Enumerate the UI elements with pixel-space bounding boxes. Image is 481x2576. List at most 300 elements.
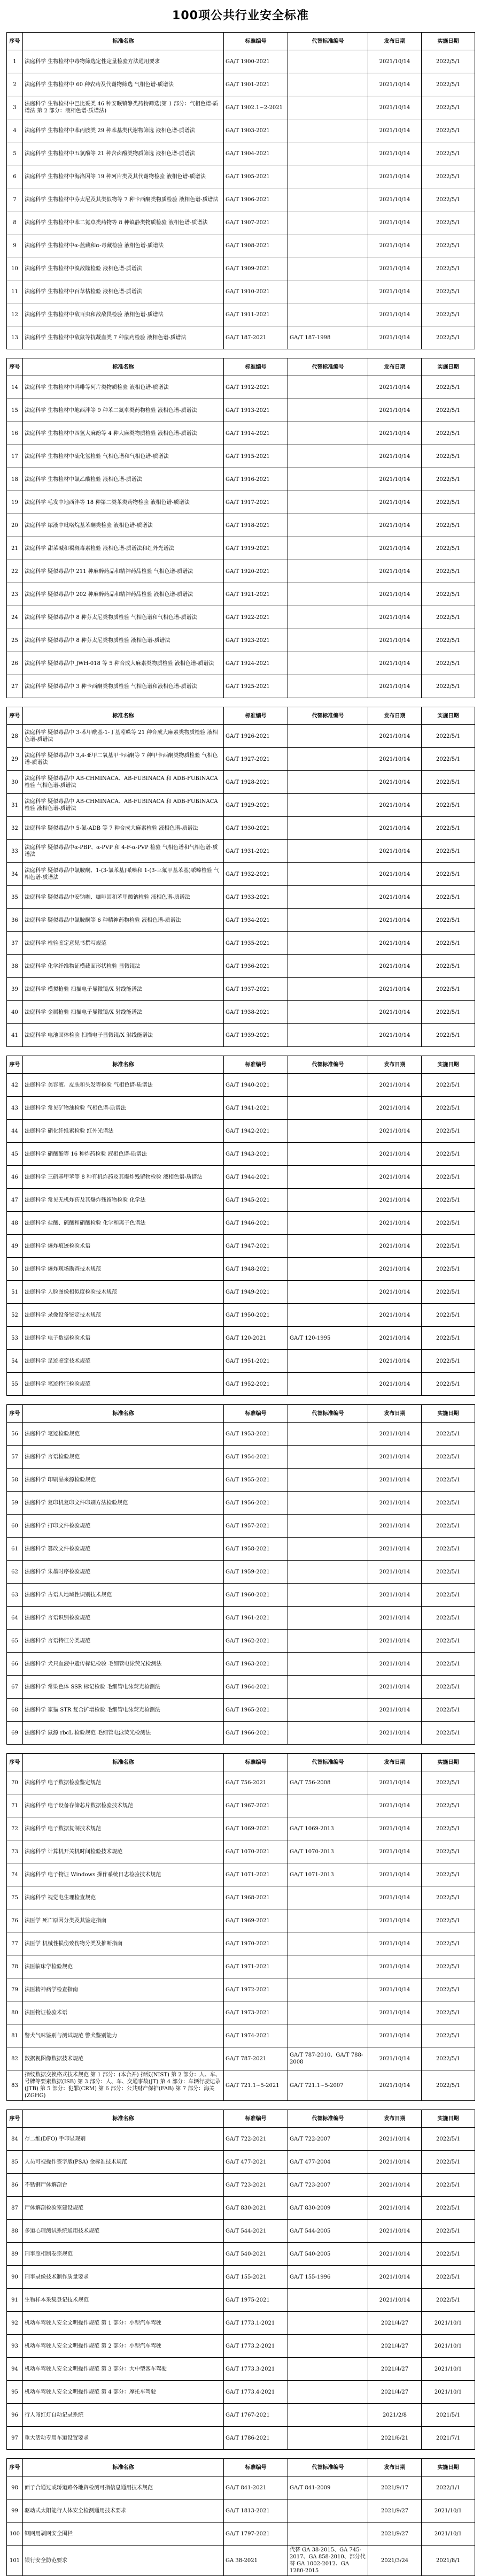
replaced-standard-code: GA/T 1071-2013 [288,1863,368,1886]
publish-date: 2021/10/14 [368,1001,422,1024]
implement-date: 2021/10/1 [422,2381,475,2404]
standard-name: 法庭科学 言语特征分类规范 [23,1630,224,1653]
publish-date: 2021/10/14 [368,1166,422,1189]
row-number: 27 [7,675,23,698]
implement-date: 2022/5/1 [422,1676,475,1699]
table-row [7,1584,475,1607]
row-number: 13 [7,326,23,349]
standard-name: 法庭科学 生物检材中 60 种农药及代谢物筛选 气相色谱-质谱法 [23,73,224,96]
standard-code: GA/T 1916-2021 [224,468,288,491]
row-number: 87 [7,2197,23,2220]
replaced-standard-code [288,1699,368,1722]
publish-date: 2021/10/14 [368,675,422,698]
table-row [7,675,475,698]
replaced-standard-code [288,234,368,257]
column-header-published: 发布日期 [368,1056,422,1074]
implement-date: 2022/5/1 [422,1978,475,2001]
standard-name: 法医精神病学检查指南 [23,1978,224,2001]
standard-name: 尸体解剖检验室建设规范 [23,2197,224,2220]
publish-date: 2021/10/14 [368,2024,422,2047]
row-number: 63 [7,1584,23,1607]
implement-date: 2022/5/1 [422,50,475,73]
implement-date: 2022/5/1 [422,675,475,698]
replaced-standard-code [288,165,368,188]
replaced-standard-code [288,2358,368,2381]
replaced-standard-code: GA/T 540-2005 [288,2243,368,2266]
publish-date: 2021/4/27 [368,2381,422,2404]
standard-name: 面子合通过或轿道路各地资检测可指信息通用技术规范 [23,2476,224,2499]
table-row [7,1446,475,1469]
column-header-no: 序号 [7,1056,23,1074]
implement-date: 2022/5/1 [422,2220,475,2243]
row-number: 21 [7,537,23,560]
row-number: 68 [7,1699,23,1722]
publish-date: 2021/10/14 [368,560,422,583]
row-number: 65 [7,1630,23,1653]
standard-name: 法庭科学 爆炸现场勘查技术规范 [23,1258,224,1281]
standard-code: GA/T 1928-2021 [224,771,288,794]
row-number: 54 [7,1350,23,1373]
replaced-standard-code [288,2499,368,2523]
standard-name: 银行安全防范要求 [23,2546,224,2576]
implement-date: 2022/5/1 [422,96,475,119]
standard-name: 法医学 机械性损伤致伤物分类及推断指南 [23,1932,224,1955]
standard-code: GA/T 1910-2021 [224,280,288,303]
replaced-standard-code [288,211,368,234]
implement-date: 2022/5/1 [422,1024,475,1047]
implement-date: 2022/5/1 [422,932,475,955]
implement-date: 2022/5/1 [422,1446,475,1469]
standard-name: 法庭科学 疑似毒品中α-PBP、α-PVP 和 4-F-α-PVP 检验 气相色谱和气相色谱-质谱法 [23,840,224,863]
publish-date: 2021/10/14 [368,978,422,1001]
column-header-no: 序号 [7,1405,23,1423]
row-number: 34 [7,863,23,886]
table-row [7,794,475,817]
table-row [7,1955,475,1978]
table-row [7,1771,475,1794]
table-row [7,165,475,188]
row-number: 16 [7,422,23,445]
column-header-published: 发布日期 [368,1754,422,1771]
implement-date: 2022/5/1 [422,1235,475,1258]
implement-date: 2022/5/1 [422,1817,475,1840]
replaced-standard-code [288,652,368,675]
publish-date: 2021/4/27 [368,2358,422,2381]
implement-date: 2022/5/1 [422,955,475,978]
standard-name: 法庭科学 计算机开关机时间检验技术规范 [23,1840,224,1863]
column-header-published: 发布日期 [368,2459,422,2476]
publish-date: 2021/10/14 [368,1771,422,1794]
table-header-row [7,1405,475,1423]
implement-date: 2022/5/1 [422,1584,475,1607]
publish-date: 2021/10/14 [368,1327,422,1350]
replaced-standard-code [288,1166,368,1189]
implement-date: 2022/5/1 [422,978,475,1001]
table-row [7,376,475,399]
row-number: 79 [7,1978,23,2001]
implement-date: 2022/5/1 [422,2024,475,2047]
implement-date: 2022/5/1 [422,445,475,468]
standard-code: GA/T 1945-2021 [224,1189,288,1212]
table-row [7,468,475,491]
replaced-standard-code: GA/T 120-1995 [288,1327,368,1350]
table-row [7,2312,475,2335]
table-row [7,491,475,514]
implement-date: 2022/5/1 [422,1722,475,1745]
table-row [7,817,475,840]
table-row [7,1469,475,1492]
table-row [7,1212,475,1235]
row-number: 23 [7,583,23,606]
standard-name: 法庭科学 疑似毒品中氯胺酮等 6 种精神药物检验 液相色谱-质谱法 [23,909,224,932]
row-number: 57 [7,1446,23,1469]
column-header-code: 标准编号 [224,1754,288,1771]
table-row [7,2546,475,2576]
table-row [7,514,475,537]
replaced-standard-code [288,1235,368,1258]
standard-code: GA/T 1949-2021 [224,1281,288,1304]
implement-date: 2022/5/1 [422,257,475,280]
table-row [7,2289,475,2312]
table-row [7,1258,475,1281]
row-number: 55 [7,1373,23,1396]
row-number: 51 [7,1281,23,1304]
replaced-standard-code: GA/T 187-1998 [288,326,368,349]
implement-date: 2022/5/1 [422,1653,475,1676]
publish-date: 2021/10/14 [368,188,422,211]
replaced-standard-code [288,1350,368,1373]
table-row [7,909,475,932]
replaced-standard-code [288,1001,368,1024]
replaced-standard-code [288,537,368,560]
publish-date: 2021/10/14 [368,909,422,932]
table-row [7,2047,475,2070]
publish-date: 2021/10/14 [368,1909,422,1932]
table-header-row [7,2459,475,2476]
implement-date: 2022/5/1 [422,2128,475,2151]
standard-code: GA/T 1948-2021 [224,1258,288,1281]
implement-date: 2022/5/1 [422,73,475,96]
replaced-standard-code [288,1373,368,1396]
standard-name: 法庭科学 盐酸、硫酸和硝酸检验 化学和离子色谱法 [23,1212,224,1235]
table-row [7,748,475,771]
replaced-standard-code [288,1492,368,1515]
publish-date: 2021/10/14 [368,1258,422,1281]
implement-date: 2021/10/1 [422,2358,475,2381]
replaced-standard-code [288,1955,368,1978]
replaced-standard-code [288,96,368,119]
table-row [7,863,475,886]
standard-code: GA/T 1923-2021 [224,629,288,652]
publish-date: 2021/10/14 [368,817,422,840]
implement-date: 2022/5/1 [422,1607,475,1630]
standard-code: GA/T 1938-2021 [224,1001,288,1024]
publish-date: 2021/10/14 [368,2151,422,2174]
table-row [7,932,475,955]
implement-date: 2022/5/1 [422,606,475,629]
row-number: 36 [7,909,23,932]
standard-code: GA/T 1955-2021 [224,1469,288,1492]
implement-date: 2022/5/1 [422,1373,475,1396]
implement-date: 2022/5/1 [422,2289,475,2312]
publish-date: 2021/10/14 [368,257,422,280]
row-number: 5 [7,142,23,165]
implement-date: 2021/10/1 [422,2335,475,2358]
standard-code: GA/T 1971-2021 [224,1955,288,1978]
publish-date: 2021/10/14 [368,2266,422,2289]
row-number: 59 [7,1492,23,1515]
standard-code: GA/T 1963-2021 [224,1653,288,1676]
publish-date: 2021/10/14 [368,468,422,491]
column-header-replaces: 代替标准编号 [288,1754,368,1771]
standard-code: GA/T 1926-2021 [224,725,288,748]
publish-date: 2021/10/14 [368,748,422,771]
implement-date: 2022/5/1 [422,1955,475,1978]
table-row [7,1909,475,1932]
replaced-standard-code [288,1630,368,1653]
implement-date: 2022/5/1 [422,1074,475,1097]
standard-name: 法庭科学 常染色体 SSR 标记检验 毛细管电泳荧光检测法 [23,1676,224,1699]
standard-name: 法庭科学 生物检材中巴比妥类 46 种安眠镇静类药物筛选(第 1 部分：气相色谱-质谱法 第 2 部分：液相色谱-质谱法) [23,96,224,119]
table-row [7,629,475,652]
table-row [7,1373,475,1396]
standard-code: GA/T 1902.1~2-2021 [224,96,288,119]
row-number: 64 [7,1607,23,1630]
table-row [7,445,475,468]
row-number: 72 [7,1817,23,1840]
replaced-standard-code [288,280,368,303]
standard-name: 法庭科学 言语检验规范 [23,1446,224,1469]
row-number: 17 [7,445,23,468]
publish-date: 2021/10/14 [368,1074,422,1097]
standard-name: 法庭科学 生物检材中硫化氢检验 气相色谱和气相色谱-质谱法 [23,445,224,468]
standard-name: 法庭科学 犬只血液中遗传标记检验 毛细管电泳荧光检测法 [23,1653,224,1676]
row-number: 49 [7,1235,23,1258]
replaced-standard-code [288,863,368,886]
standard-name: 法庭科学 检验鉴定意见书撰写规范 [23,932,224,955]
standard-name: 法庭科学 生物检材中敌百虫和敌敌畏检验 液相色谱-质谱法 [23,303,224,326]
publish-date: 2021/10/14 [368,2174,422,2197]
standard-name: 法庭科学 疑似毒品中 5-氟-ADB 等 7 种合成大麻素检验 液相色谱-质谱法 [23,817,224,840]
standard-name: 法庭科学 毛发中地西泮等 18 种第二类苯类药物检验 液相色谱-质谱法 [23,491,224,514]
table-row [7,257,475,280]
publish-date: 2021/10/14 [368,376,422,399]
standard-name: 法庭科学 硝酸酯等 16 种炸药检验 液相色谱-质谱法 [23,1143,224,1166]
standard-code: GA/T 1946-2021 [224,1212,288,1235]
table-row [7,2024,475,2047]
section-gap [7,1396,475,1405]
column-header-no: 序号 [7,33,23,50]
replaced-standard-code [288,2381,368,2404]
standard-name: 不锈钢尸体解剖台 [23,2174,224,2197]
row-number: 77 [7,1932,23,1955]
standard-code: GA/T 1912-2021 [224,376,288,399]
standard-code: GA/T 1962-2021 [224,1630,288,1653]
table-header-row [7,358,475,376]
row-number: 29 [7,748,23,771]
publish-date: 2021/9/17 [368,2476,422,2499]
implement-date: 2022/5/1 [422,468,475,491]
table-row [7,142,475,165]
standard-name: 法庭科学 篡改文件检验规范 [23,1538,224,1561]
standard-name: 法庭科学 鼠源 rbcL 检验规范 毛细管电泳荧光检测法 [23,1722,224,1745]
column-header-replaces: 代替标准编号 [288,33,368,50]
implement-date: 2022/5/1 [422,629,475,652]
row-number: 101 [7,2546,23,2576]
implement-date: 2022/5/1 [422,1840,475,1863]
row-number: 99 [7,2499,23,2523]
replaced-standard-code [288,840,368,863]
implement-date: 2022/5/1 [422,1350,475,1373]
replaced-standard-code [288,909,368,932]
standard-code: GA/T 1907-2021 [224,211,288,234]
implement-date: 2022/5/1 [422,2001,475,2024]
table-row [7,1281,475,1304]
row-number: 82 [7,2047,23,2070]
publish-date: 2021/9/27 [368,2523,422,2546]
implement-date: 2022/5/1 [422,1469,475,1492]
replaced-standard-code: GA/T 1069-2013 [288,1817,368,1840]
replaced-standard-code [288,2523,368,2546]
column-header-no: 序号 [7,2110,23,2128]
standard-name: 法庭科学 印刷品来源检验规范 [23,1469,224,1492]
publish-date: 2021/10/14 [368,1281,422,1304]
row-number: 43 [7,1097,23,1120]
row-number: 84 [7,2128,23,2151]
table-row [7,2001,475,2024]
column-header-replaces: 代替标准编号 [288,2110,368,2128]
replaced-standard-code [288,1932,368,1955]
section-gap [7,1745,475,1754]
row-number: 97 [7,2427,23,2450]
row-number: 2 [7,73,23,96]
publish-date: 2021/10/14 [368,583,422,606]
table-row [7,606,475,629]
table-row [7,1722,475,1745]
standard-name: 法庭科学 生物检材中四氢大麻酚等 4 种大麻类物质检验 液相色谱-质谱法 [23,422,224,445]
standard-name: 机动车驾驶人安全文明操作规范 第 4 部分：摩托车驾驶 [23,2381,224,2404]
column-header-replaces: 代替标准编号 [288,358,368,376]
row-number: 50 [7,1258,23,1281]
standard-code: GA/T 1959-2021 [224,1561,288,1584]
replaced-standard-code [288,257,368,280]
standard-code: GA/T 477-2021 [224,2151,288,2174]
publish-date: 2021/10/14 [368,794,422,817]
standard-code: GA/T 1911-2021 [224,303,288,326]
standard-name: 法庭科学 常见矿物油检验 气相色谱-质谱法 [23,1097,224,1120]
replaced-standard-code [288,1446,368,1469]
row-number: 47 [7,1189,23,1212]
section-gap [7,698,475,707]
publish-date: 2021/10/14 [368,422,422,445]
implement-date: 2022/5/1 [422,725,475,748]
publish-date: 2021/10/14 [368,955,422,978]
standard-code: GA/T 1906-2021 [224,188,288,211]
publish-date: 2021/9/27 [368,2499,422,2523]
replaced-standard-code [288,1212,368,1235]
row-number: 6 [7,165,23,188]
replaced-standard-code [288,491,368,514]
row-number: 22 [7,560,23,583]
standard-name: 重大活动专用车道设置要求 [23,2427,224,2450]
standard-name: 法庭科学 录像设备鉴定技术规范 [23,1304,224,1327]
row-number: 48 [7,1212,23,1235]
publish-date: 2021/6/21 [368,2427,422,2450]
publish-date: 2021/10/14 [368,1538,422,1561]
table-row [7,2476,475,2499]
column-header-no: 序号 [7,2459,23,2476]
implement-date: 2022/5/1 [422,560,475,583]
standard-name: 法庭科学 电子数据复制技术规范 [23,1817,224,1840]
table-row [7,2197,475,2220]
standard-code: GA/T 1940-2021 [224,1074,288,1097]
replaced-standard-code [288,1120,368,1143]
row-number: 24 [7,606,23,629]
standard-name: 法庭科学 金属枪验 扫描电子显微镜/X 射线能谱法 [23,1001,224,1024]
column-header-replaces: 代替标准编号 [288,707,368,725]
table-row [7,978,475,1001]
replaced-standard-code [288,606,368,629]
standard-code: GA/T 1901-2021 [224,73,288,96]
publish-date: 2021/10/14 [368,1212,422,1235]
standard-code: GA/T 1929-2021 [224,794,288,817]
standard-code: GA/T 1925-2021 [224,675,288,698]
table-row [7,1653,475,1676]
table-row [7,1840,475,1863]
publish-date: 2021/10/14 [368,1932,422,1955]
standard-name: 刑事照相制卷宗规范 [23,2243,224,2266]
section-gap [7,2450,475,2459]
table-row [7,2151,475,2174]
row-number: 31 [7,794,23,817]
publish-date: 2021/10/14 [368,142,422,165]
implement-date: 2022/5/1 [422,514,475,537]
row-number: 33 [7,840,23,863]
column-header-replaces: 代替标准编号 [288,1056,368,1074]
standard-code: GA/T 1919-2021 [224,537,288,560]
implement-date: 2022/5/1 [422,840,475,863]
standard-code: GA/T 723-2021 [224,2174,288,2197]
implement-date: 2022/5/1 [422,537,475,560]
standard-name: 法庭科学 生物检材中五氯酚等 21 种含卤酚类物质筛选 液相色谱-质谱法 [23,142,224,165]
standard-code: GA/T 721.1~5-2021 [224,2070,288,2101]
implement-date: 2022/5/1 [422,2151,475,2174]
row-number: 96 [7,2404,23,2427]
implement-date: 2022/5/1 [422,1561,475,1584]
publish-date: 2021/10/14 [368,1978,422,2001]
standard-name: 法庭科学 三硝基甲苯等 8 种有机炸药及其爆炸残留物检验 液相色谱-质谱法 [23,1166,224,1189]
publish-date: 2021/10/14 [368,1607,422,1630]
table-row [7,1794,475,1817]
publish-date: 2021/3/24 [368,2546,422,2576]
row-number: 52 [7,1304,23,1327]
replaced-standard-code: GA/T 722-2007 [288,2128,368,2151]
row-number: 71 [7,1794,23,1817]
row-number: 70 [7,1771,23,1794]
row-number: 56 [7,1423,23,1446]
standard-code: GA/T 1909-2021 [224,257,288,280]
replaced-standard-code [288,2001,368,2024]
replaced-standard-code [288,142,368,165]
publish-date: 2021/10/14 [368,303,422,326]
standard-code: GA/T 1939-2021 [224,1024,288,1047]
replaced-standard-code [288,1794,368,1817]
standard-code: GA/T 1924-2021 [224,652,288,675]
standard-name: 法庭科学 化学纤维物证横截面形状检验 显微镜法 [23,955,224,978]
table-row [7,96,475,119]
implement-date: 2022/5/1 [422,1097,475,1120]
standard-code: GA/T 1936-2021 [224,955,288,978]
